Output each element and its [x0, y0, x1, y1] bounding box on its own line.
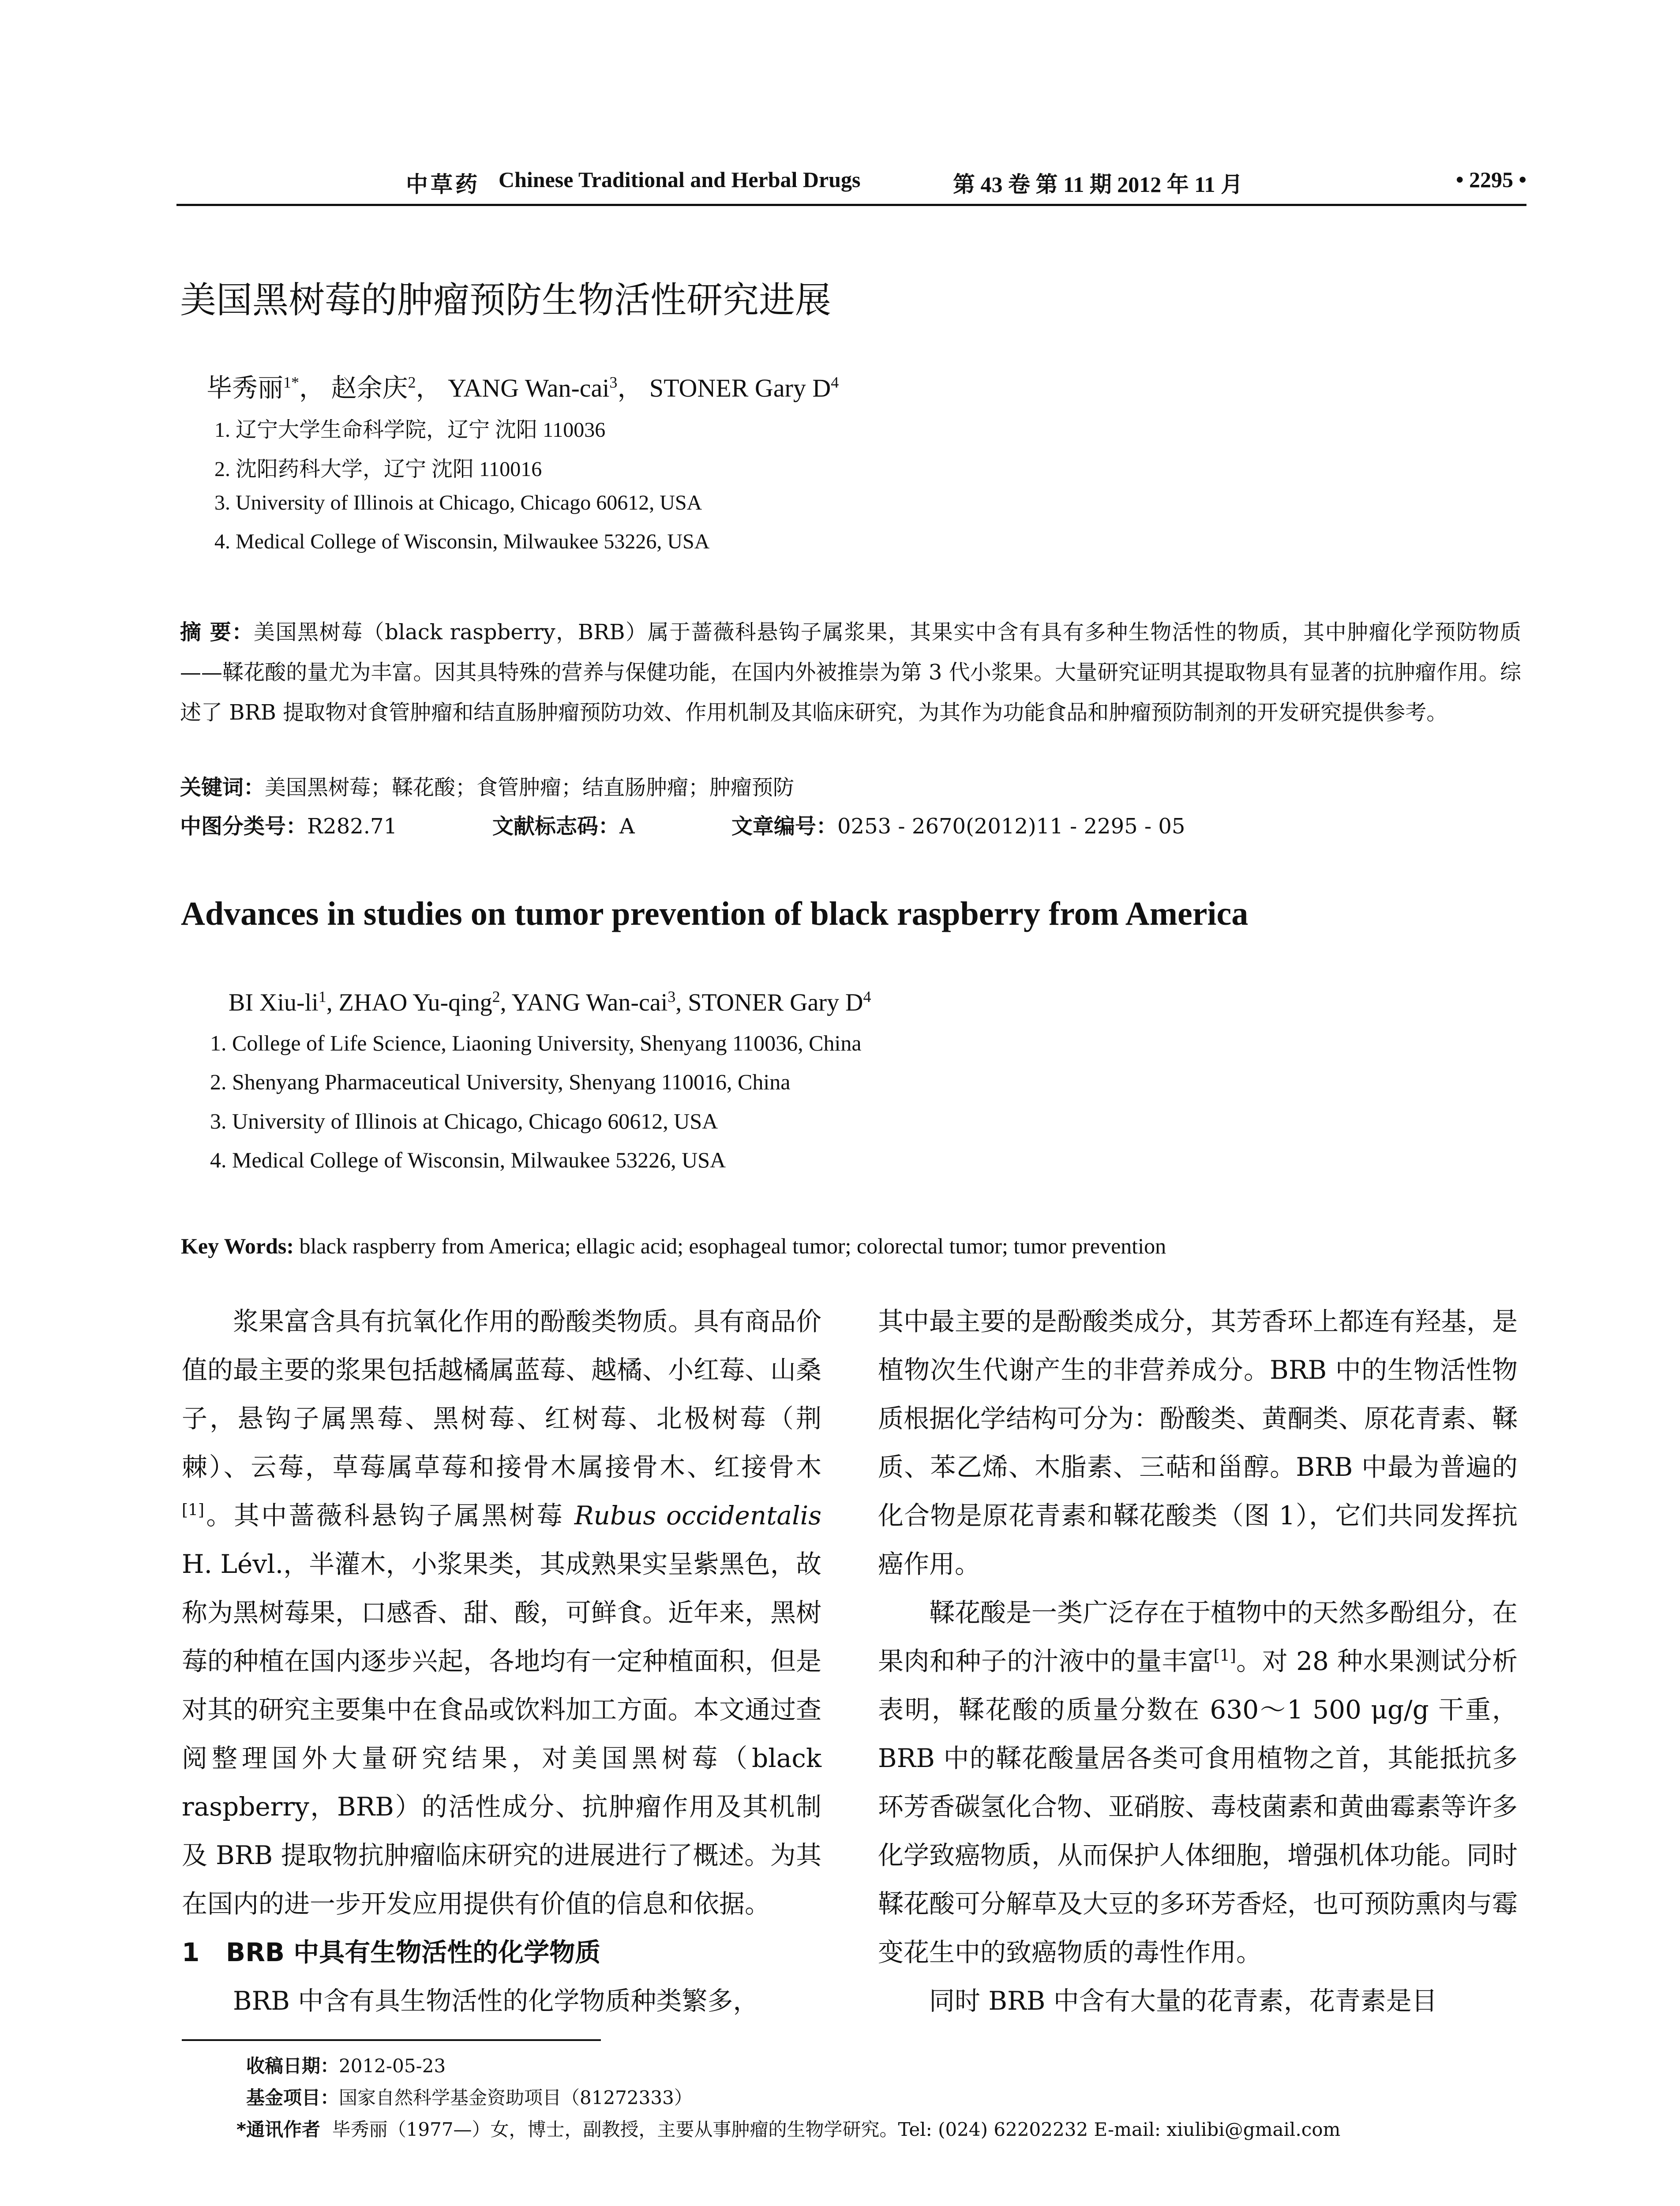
- author-list-en: BI Xiu-$li^1$, ZHAO Yu-qing$^2$, YANG Wan-cai$^3$, STONER Gary $D^4$: [229, 988, 871, 1017]
- fund-label: 基金项目：: [246, 2087, 339, 2108]
- body-paragraph: BRB 中含有具生物活性的化学物质种类繁多，: [233, 1986, 759, 2016]
- body-column-left: [182, 1297, 821, 2025]
- page-number: • 2295 •: [1455, 167, 1526, 192]
- doc-code-value: A: [619, 814, 635, 839]
- author-name: STONER Gary D: [688, 989, 863, 1017]
- keywords-cn: [180, 770, 794, 801]
- body-paragraph: [878, 1588, 1518, 1977]
- article-title-en: Advances in studies on tumor prevention of black raspberry from America: [181, 895, 1249, 932]
- article-number-value: 0253 - 2670(2012)11 - 2295 - 05: [837, 814, 1185, 839]
- section-title: BRB 中具有生物活性的化学物质: [226, 1937, 601, 1967]
- author-name: STONER Gary D: [649, 374, 831, 402]
- body-text: 。其中蔷薇科悬钩子属黑树莓: [204, 1501, 574, 1531]
- author-name: YANG Wan-cai: [511, 989, 668, 1017]
- affiliation-cn: 4. Medical College of Wisconsin, Milwaukee 53226, USA: [214, 530, 710, 553]
- author-sup: 1: [318, 988, 326, 1005]
- author-sup: 4: [831, 373, 839, 391]
- affiliation-en: 4. Medical College of Wisconsin, Milwaukee 53226, USA: [210, 1148, 726, 1172]
- footnote-rule: [182, 2039, 601, 2041]
- affiliation-cn: 1. 辽宁大学生命科学院，辽宁 沈阳 110036: [214, 418, 606, 442]
- citation: [1]: [182, 1501, 204, 1519]
- affiliation-cn: 3. University of Illinois at Chicago, Chicago 60612, USA: [214, 491, 702, 514]
- received-date: 2012-05-23: [339, 2055, 446, 2077]
- doc-code-label: 文献标志码：: [492, 814, 620, 839]
- body-text: 浆果富含具有抗氧化作用的酚酸类物质。具有商品价值的最主要的浆果包括越橘属蓝莓、越橘、小红莓、山桑子，悬钩子属黑莓、黑树莓、红树莓、北极树莓（荆棘）、云莓，草莓属草莓和接骨木属接骨木、红接骨木: [182, 1306, 822, 1482]
- clc-label: 中图分类号：: [180, 814, 308, 839]
- body-text: 。对 28 种水果测试分析表明，鞣花酸的质量分数在 630～1 500 μg/g 干重，BRB 中的鞣花酸量居各类可食用植物之首，其能抵抗多环芳香碳氢化合物、亚硝胺、毒枝菌素和黄曲霉素等许多化学致癌物质，从而保护人体细胞，增强机体功能。同时鞣花酸可分解草及大豆的多环芳香烃，也可预防熏肉与霉变花生中的致癌物质的毒性作用。: [878, 1646, 1518, 1967]
- body-text: H. Lévl.，半灌木，小浆果类，其成熟果实呈紫黑色，故称为黑树莓果，口感香、甜、酸，可鲜食。近年来，黑树莓的种植在国内逐步兴起，各地均有一定种植面积，但是对其的研究主要集中在食品或饮料加工方面。本文通过查阅整理国外大量研究结果，对美国黑树莓（black raspberry，BRB）的活性成分、抗肿瘤作用及其机制及 BRB 提取物抗肿瘤临床研究的进展进行了概述。为其在国内的进一步开发应用提供有价值的信息和依据。: [182, 1549, 822, 1919]
- body-column-right: [878, 1297, 1518, 2025]
- author-sup: 2: [408, 373, 416, 391]
- author-name: ZHAO Yu-qing: [338, 989, 492, 1017]
- footnote-corresponding: [236, 2115, 1340, 2142]
- author-name: YANG Wan-cai: [448, 374, 610, 402]
- latin-name: Rubus occidentalis: [574, 1501, 821, 1531]
- journal-name-en: Chinese Traditional and Herbal Drugs: [499, 167, 861, 192]
- abstract-text: 美国黑树莓（black raspberry，BRB）属于蔷薇科悬钩子属浆果，其果实中含有具有多种生物活性的物质，其中肿瘤化学预防物质——鞣花酸的量尤为丰富。因其具特殊的营养与保健功能，在国内外被推崇为第 3 代小浆果。大量研究证明其提取物具有显著的抗肿瘤作用。综述了 BRB 提取物对食管肿瘤和结直肠肿瘤预防功效、作用机制及其临床研究，为其作为功能食品和肿瘤预防制剂的开发研究提供参考。: [180, 620, 1521, 725]
- fund-text: 国家自然科学基金资助项目（81272333）: [339, 2087, 693, 2108]
- author-name: BI Xiu-li: [229, 989, 319, 1017]
- footnote-fund: [246, 2083, 693, 2110]
- author-name: 毕秀丽: [206, 374, 284, 402]
- abstract-label: 摘 要：: [180, 620, 254, 645]
- body-paragraph: [182, 1297, 821, 1928]
- corresponding-label: *通讯作者: [236, 2119, 320, 2140]
- volume-issue: 第 43 卷 第 11 期 2012 年 11 月: [953, 172, 1243, 197]
- author-name: 赵余庆: [331, 374, 408, 402]
- author-sup: 3: [668, 988, 676, 1005]
- author-sup: 1*: [283, 373, 300, 391]
- corresponding-text: 毕秀丽（1977—）女，博士，副教授，主要从事肿瘤的生物学研究。Tel: (024) 62202232 E-mail: xiulibi@gmail.com: [332, 2119, 1341, 2140]
- section-heading: [182, 1928, 821, 1977]
- affiliation-en: 3. University of Illinois at Chicago, Chicago 60612, USA: [210, 1109, 718, 1133]
- author-sup: 2: [492, 988, 500, 1005]
- citation: [1]: [1213, 1647, 1236, 1665]
- affiliation-en: 1. College of Life Science, Liaoning University, Shenyang 110036, China: [210, 1031, 862, 1055]
- body-paragraph: 其中最主要的是酚酸类成分，其芳香环上都连有羟基，是植物次生代谢产生的非营养成分。BRB 中的生物活性物质根据化学结构可分为：酚酸类、黄酮类、原花青素、鞣质、苯乙烯、木脂素、三萜和甾醇。BRB 中最为普遍的化合物是原花青素和鞣花酸类（图 1），它们共同发挥抗癌作用。: [878, 1306, 1518, 1579]
- keywords-en: [181, 1233, 1166, 1259]
- article-title-cn: 美国黑树莓的肿瘤预防生物活性研究进展: [180, 279, 832, 321]
- body-paragraph: 同时 BRB 中含有大量的花青素，花青素是目: [929, 1986, 1437, 2016]
- body-text: 鞣花酸是一类广泛存在于植物中的天然多酚组分，在果肉和种子的汁液中的量丰富: [878, 1598, 1518, 1676]
- classification-line: [180, 809, 1239, 839]
- header-rule: [176, 204, 1526, 206]
- received-label: 收稿日期：: [246, 2055, 339, 2077]
- affiliation-cn: 2. 沈阳药科大学，辽宁 沈阳 110016: [214, 458, 542, 481]
- section-number: 1: [182, 1937, 200, 1967]
- affiliation-en: 2. Shenyang Pharmaceutical University, Shenyang 110016, China: [210, 1069, 791, 1094]
- keywords-en-text: black raspberry from America; ellagic acid; esophageal tumor; colorectal tumor; tumor prevention: [299, 1234, 1166, 1258]
- author-list-cn: 毕秀丽$^{1*}$， 赵余庆$^2$， YANG Wan-cai$^3$， STONER Gary $D^4$: [206, 373, 839, 402]
- article-number-label: 文章编号：: [731, 814, 838, 839]
- journal-name-cn: 中草药: [406, 172, 480, 197]
- footnote-received: [246, 2052, 446, 2078]
- clc-value: R282.71: [307, 814, 398, 839]
- keywords-text: 美国黑树莓；鞣花酸；食管肿瘤；结直肠肿瘤；肿瘤预防: [265, 775, 795, 800]
- author-sup: 3: [609, 373, 618, 391]
- author-sup: 4: [863, 988, 871, 1005]
- keywords-label: 关键词：: [180, 775, 265, 800]
- keywords-en-label: Key Words:: [181, 1234, 294, 1258]
- abstract: [180, 612, 1521, 733]
